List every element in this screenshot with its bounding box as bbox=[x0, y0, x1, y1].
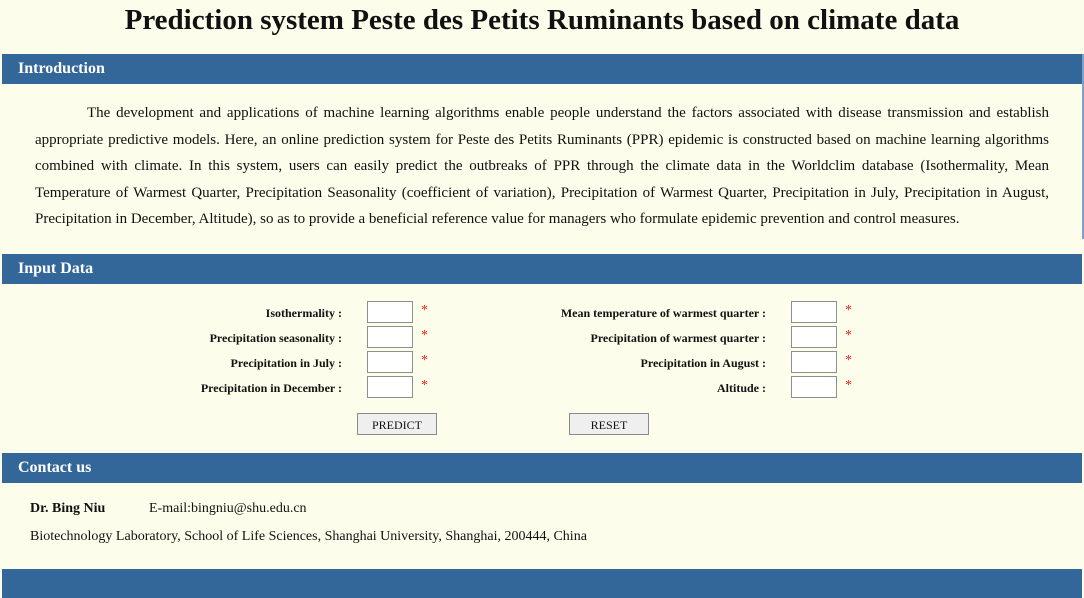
precipitation-july-label: Precipitation in July : bbox=[230, 356, 342, 370]
footer-bar bbox=[2, 569, 1082, 598]
section-header-introduction: Introduction bbox=[2, 54, 1082, 84]
altitude-input[interactable] bbox=[791, 376, 837, 398]
contact-address: Biotechnology Laboratory, School of Life Sciences, Shanghai University, Shanghai, 200444, China bbox=[30, 529, 587, 544]
contact-name: Dr. Bing Niu bbox=[30, 501, 106, 516]
precipitation-seasonality-label: Precipitation seasonality : bbox=[209, 331, 342, 345]
required-star: * bbox=[845, 353, 852, 368]
mean-temperature-warmest-quarter-label: Mean temperature of warmest quarter : bbox=[560, 306, 766, 320]
required-star: * bbox=[845, 303, 852, 318]
required-star: * bbox=[845, 328, 852, 343]
precipitation-warmest-quarter-input[interactable] bbox=[791, 326, 837, 348]
required-star: * bbox=[421, 378, 428, 393]
precipitation-july-input[interactable] bbox=[367, 351, 413, 373]
introduction-paragraph: The development and applications of machine learning algorithms enable people understand the factors associated with disease transmission and establish appropriate predictive models. Here, an online prediction system for Peste des Petits Ruminants (PPR) epidemic is constructed based on machine learning algorithms combined with climate. In this system, users can easily predict the outbreaks of PPR through the climate data in the Worldclim database (Isothermality, Mean Temperature of Warmest Quarter, Precipitation Seasonality (coefficient of variation), Precipitation of Warmest Quarter, Precipitation in July, Precipitation in August, Precipitation in December, Altitude), so as to provide a beneficial reference value for managers who formulate epidemic prevention and control measures. bbox=[35, 105, 1049, 227]
reset-button[interactable]: RESET bbox=[569, 413, 649, 435]
required-star: * bbox=[421, 353, 428, 368]
required-star: * bbox=[421, 303, 428, 318]
required-star: * bbox=[421, 328, 428, 343]
mean-temperature-warmest-quarter-input[interactable] bbox=[791, 301, 837, 323]
contact-email: E-mail:bingniu@shu.edu.cn bbox=[149, 501, 307, 516]
altitude-label: Altitude : bbox=[717, 381, 766, 395]
precipitation-august-input[interactable] bbox=[791, 351, 837, 373]
isothermality-label: Isothermality : bbox=[265, 306, 342, 320]
precipitation-december-label: Precipitation in December : bbox=[200, 381, 342, 395]
section-header-contact-us: Contact us bbox=[2, 453, 1082, 483]
predict-button[interactable]: PREDICT bbox=[357, 413, 437, 435]
isothermality-input[interactable] bbox=[367, 301, 413, 323]
precipitation-december-input[interactable] bbox=[367, 376, 413, 398]
page-title: Prediction system Peste des Petits Ruminants based on climate data bbox=[124, 4, 960, 36]
precipitation-warmest-quarter-label: Precipitation of warmest quarter : bbox=[590, 331, 766, 345]
required-star: * bbox=[845, 378, 852, 393]
precipitation-august-label: Precipitation in August : bbox=[640, 356, 766, 370]
section-header-input-data: Input Data bbox=[2, 254, 1082, 284]
precipitation-seasonality-input[interactable] bbox=[367, 326, 413, 348]
